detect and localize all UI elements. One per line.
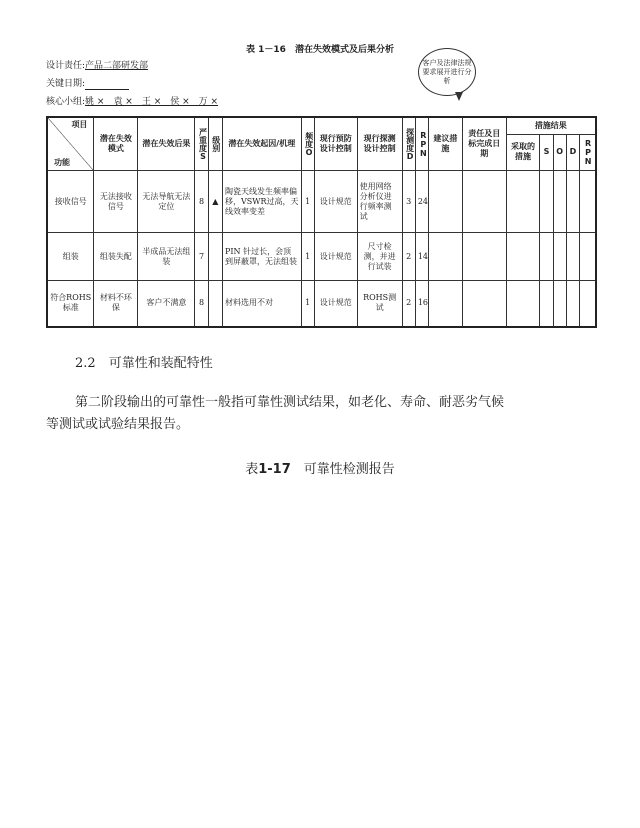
cell-prevent: 设计规范 — [314, 233, 357, 281]
section-title: 可靠性和装配特性 — [108, 356, 213, 371]
header-effect: 潜在失效后果 — [138, 117, 195, 171]
item-function-header — [47, 117, 94, 171]
team-value: 姚 × 袁 × 王 × 侯 × 万 × — [85, 97, 219, 107]
team-label: 核心小组: — [46, 97, 86, 107]
header-action: 建议措施 — [429, 117, 463, 171]
cell-rpn: 16 — [415, 281, 428, 327]
header-detection — [402, 117, 415, 171]
header-detect: 现行探测设计控制 — [357, 117, 402, 171]
cell-severity: 7 — [195, 233, 208, 281]
table17-prefix: 表 — [245, 462, 259, 477]
cell-effect: 客户不满意 — [138, 281, 195, 327]
cell-detect: 使用网络分析仪进行频率测试 — [357, 171, 402, 233]
caption-title: 潜在失效模式及后果分析 — [294, 45, 394, 55]
cell-class: ▲ — [208, 171, 222, 233]
cell-action — [429, 233, 463, 281]
header-taken: 采取的措施 — [506, 134, 540, 170]
cell-detect: ROHS测试 — [357, 281, 402, 327]
cell-responsibility — [462, 233, 506, 281]
cell-mode: 材料不环保 — [94, 281, 138, 327]
cell-taken — [506, 171, 540, 233]
cell-rpn: 24 — [415, 171, 428, 233]
cell-s — [540, 281, 553, 327]
cell-prevent: 设计规范 — [314, 171, 357, 233]
paragraph-line-2: 等测试或试验结果报告。 — [46, 417, 190, 432]
callout-bubble — [418, 48, 476, 96]
cell-responsibility — [462, 281, 506, 327]
header-rpn — [415, 117, 428, 171]
callout-tail — [455, 92, 463, 101]
cell-d — [566, 281, 579, 327]
cell-o — [553, 233, 566, 281]
callout-text: 客户及法律法规要求展开进行分析 — [422, 58, 472, 85]
cell-severity: 8 — [195, 171, 208, 233]
header-class-text: 级别 — [211, 136, 221, 152]
table-row — [47, 281, 596, 327]
cell-occurrence: 1 — [301, 281, 314, 327]
table17-number: 1-17 — [258, 462, 291, 477]
header-item: 项目 — [71, 120, 88, 129]
cell-class — [208, 233, 222, 281]
header-o: O — [553, 134, 566, 170]
cell-o — [553, 281, 566, 327]
header-mode: 潜在失效模式 — [94, 117, 138, 171]
cell-s — [540, 233, 553, 281]
cell-d — [566, 233, 579, 281]
table-17-caption — [0, 458, 640, 477]
cell-mode: 组装失配 — [94, 233, 138, 281]
header-responsibility: 责任及目标完成日期 — [462, 117, 506, 171]
header-prevent: 现行预防设计控制 — [314, 117, 357, 171]
header-d: D — [566, 134, 579, 170]
cell-taken — [506, 281, 540, 327]
cell-rpn2 — [580, 171, 596, 233]
caption-prefix: 表 1－16 — [246, 45, 286, 55]
cell-cause: PIN 针过长，会顶到屏蔽罩，无法组装 — [223, 233, 302, 281]
cell-item: 组装 — [47, 233, 94, 281]
table-row — [47, 171, 596, 233]
header-rpn-text: RPN — [418, 130, 428, 158]
header-detection-text: 探测度D — [405, 127, 415, 161]
header-rpn2 — [580, 134, 596, 170]
key-date — [46, 78, 129, 90]
table-caption — [0, 42, 640, 55]
header-results: 措施结果 — [506, 117, 596, 134]
header-severity-text: 严重度S — [198, 127, 208, 161]
cell-item: 符合ROHS标准 — [47, 281, 94, 327]
body-paragraph — [46, 392, 595, 436]
cell-effect: 半成品无法组装 — [138, 233, 195, 281]
header-class — [208, 117, 222, 171]
header-s: S — [540, 134, 553, 170]
cell-mode: 无法接收信号 — [94, 171, 138, 233]
core-team — [46, 96, 218, 108]
table-row — [47, 233, 596, 281]
cell-detection: 3 — [402, 171, 415, 233]
cell-occurrence: 1 — [301, 233, 314, 281]
cell-d — [566, 171, 579, 233]
cell-detection: 2 — [402, 281, 415, 327]
cell-class — [208, 281, 222, 327]
cell-o — [553, 171, 566, 233]
cell-prevent: 设计规范 — [314, 281, 357, 327]
header-occurrence — [301, 117, 314, 171]
cell-action — [429, 281, 463, 327]
header-cause: 潜在失效起因/机理 — [223, 117, 302, 171]
cell-cause: 陶瓷天线发生频率偏移，VSWR过高，天线效率变差 — [223, 171, 302, 233]
header-row-1 — [47, 117, 596, 134]
paragraph-line-1: 第二阶段输出的可靠性一般指可靠性测试结果，如老化、寿命、耐恶劣气候 — [75, 395, 505, 410]
date-label: 关键日期: — [46, 79, 86, 89]
cell-responsibility — [462, 171, 506, 233]
cell-rpn2 — [580, 281, 596, 327]
section-heading — [75, 352, 213, 371]
cell-detection: 2 — [402, 233, 415, 281]
header-occurrence-text: 频度O — [304, 131, 314, 157]
cell-rpn2 — [580, 233, 596, 281]
design-label: 设计责任: — [46, 61, 86, 71]
header-severity — [195, 117, 208, 171]
date-blank — [85, 80, 129, 90]
table17-title: 可靠性检测报告 — [303, 462, 395, 477]
fmea-table — [46, 116, 597, 328]
header-rpn2-text: RPN — [583, 138, 593, 166]
design-value: 产品二部研发部 — [85, 61, 149, 71]
cell-s — [540, 171, 553, 233]
header-function: 功能 — [54, 158, 70, 167]
cell-detect: 尺寸检测，并进行试装 — [357, 233, 402, 281]
cell-occurrence: 1 — [301, 171, 314, 233]
section-number: 2.2 — [75, 356, 96, 371]
cell-taken — [506, 233, 540, 281]
cell-action — [429, 171, 463, 233]
cell-rpn: 14 — [415, 233, 428, 281]
cell-severity: 8 — [195, 281, 208, 327]
cell-item: 接收信号 — [47, 171, 94, 233]
cell-effect: 无法导航无法定位 — [138, 171, 195, 233]
cell-cause: 材料选用不对 — [223, 281, 302, 327]
design-responsibility — [46, 60, 148, 72]
